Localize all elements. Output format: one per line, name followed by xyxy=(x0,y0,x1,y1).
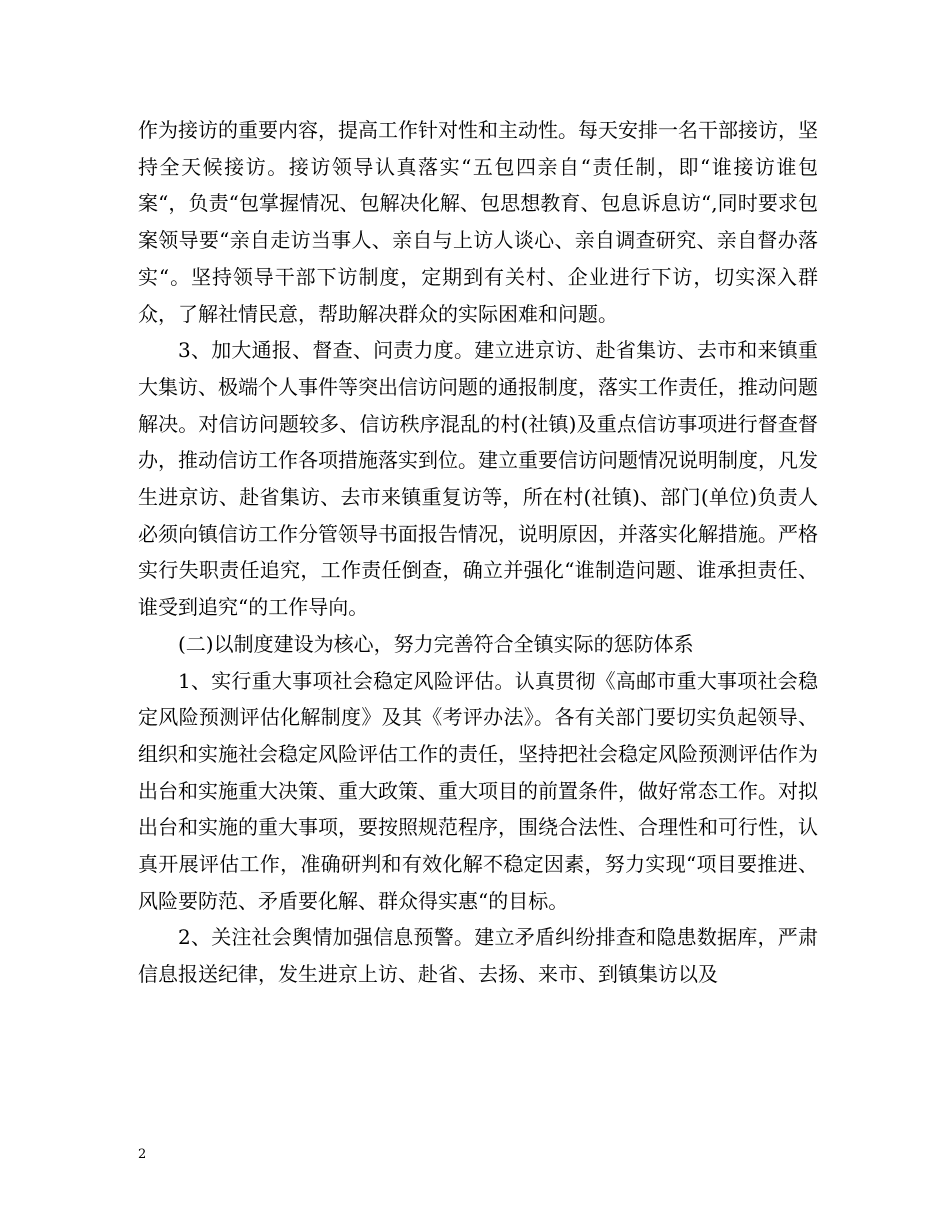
section-heading-2: (二)以制度建设为核心，努力完善符合全镇实际的惩防体系 xyxy=(178,631,694,656)
document-body xyxy=(138,112,818,993)
paragraph-item-3: 3、加大通报、督查、问责力度。建立进京访、赴省集访、去市和来镇重大集访、极端个人事件等突出信访问题的通报制度，落实工作责任，推动问题解决。对信访问题较多、信访秩序混乱的村(社镇)及重点信访事项进行督查督办，推动信访工作各项措施落实到位。建立重要信访问题情况说明制度，凡发生进京访、赴省集访、去市来镇重复访等，所在村(社镇)、部门(单位)负责人必须向镇信访工作分管领导书面报告情况，说明原因，并落实化解措施。严格实行失职责任追究，工作责任倒查，确立并强化“谁制造问题、谁承担责任、谁受到追究“的工作导向。 xyxy=(138,338,818,620)
paragraph-continuation: 作为接访的重要内容，提高工作针对性和主动性。每天安排一名干部接访，坚持全天候接访。接访领导认真落实“五包四亲自“责任制，即“谁接访谁包案“，负责“包掌握情况、包解决化解、包思想教育、包息诉息访“,同时要求包案领导要“亲自走访当事人、亲自与上访人谈心、亲自调查研究、亲自督办落实“。坚持领导干部下访制度，定期到有关村、企业进行下访，切实深入群众，了解社情民意，帮助解决群众的实际困难和问题。 xyxy=(138,118,818,326)
paragraph-item-2: 2、关注社会舆情加强信息预警。建立矛盾纠纷排查和隐患数据库，严肃信息报送纪律，发生进京上访、赴省、去扬、来市、到镇集访以及 xyxy=(138,925,818,987)
page-number: 2 xyxy=(138,1147,147,1162)
paragraph-item-1: 1、实行重大事项社会稳定风险评估。认真贯彻《高邮市重大事项社会稳定风险预测评估化解制度》及其《考评办法》。各有关部门要切实负起领导、组织和实施社会稳定风险评估工作的责任，坚持把社会稳定风险预测评估作为出台和实施重大决策、重大政策、重大项目的前置条件，做好常态工作。对拟出台和实施的重大事项，要按照规范程序，围绕合法性、合理性和可行性，认真开展评估工作，准确研判和有效化解不稳定因素，努力实现“项目要推进、风险要防范、矛盾要化解、群众得实惠“的目标。 xyxy=(138,668,818,913)
